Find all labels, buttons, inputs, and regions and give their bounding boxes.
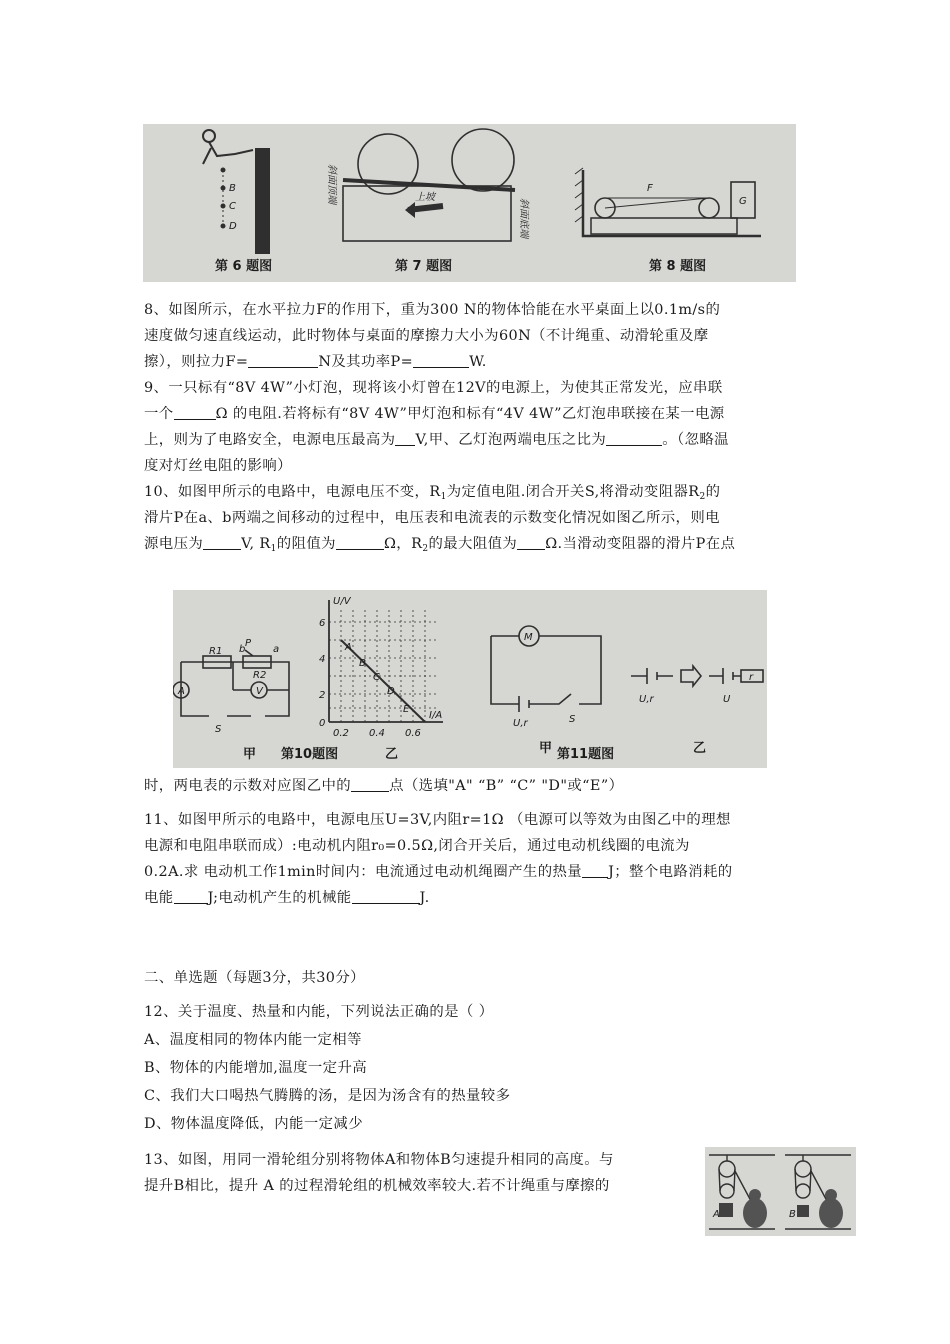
q9-line4: 度对灯丝电阻的影响）: [144, 458, 292, 474]
q9-blank-resistance[interactable]: [174, 405, 216, 420]
q13-line1: 13、如图，用同一滑轮组分别将物体A和物体B匀速提升相同的高度。与: [144, 1152, 614, 1168]
figure-q13-pulleys: [705, 1147, 856, 1236]
q9-text-c: 上，则为了电路安全，电源电压最高为: [144, 432, 396, 448]
q9-text-e: 。（忽略温: [662, 432, 729, 448]
q10-line1: [144, 482, 720, 507]
q10-line4: [144, 776, 623, 796]
q11-blank-mechanical[interactable]: [352, 889, 420, 904]
q9-text-d: V,甲、乙灯泡两端电压之比为: [415, 432, 607, 448]
fig11-motor: M: [524, 632, 533, 643]
q9-text-b: Ω 的电阻.若将标有“8V 4W”甲灯泡和标有“4V 4W”乙灯泡串联接在某一电源: [215, 406, 725, 422]
q10-blank-point[interactable]: [351, 777, 389, 792]
fig8-label-g: G: [739, 196, 747, 207]
fig6-caption: 第 6 题图: [215, 259, 273, 274]
fig10-axis-y: U/V: [333, 596, 351, 607]
q10-text-e: V, R: [241, 536, 271, 552]
q10-text-a: 10、如图甲所示的电路中，电源电压不变，R: [144, 484, 441, 500]
q12-option-d[interactable]: D、物体温度降低，内能一定减少: [144, 1116, 364, 1132]
q8-line1: 8、如图所示，在水平拉力F的作用下，重为300 N的物体恰能在水平桌面上以0.1m/s的: [144, 302, 721, 318]
fig10-xtick-06: 0.6: [405, 728, 421, 739]
q10-text-h: 的最大阻值为: [428, 536, 518, 552]
fig10-caption-jia: 甲: [243, 747, 257, 762]
fig10-xtick-0: 0: [319, 718, 326, 729]
q9-blank-ratio[interactable]: [606, 431, 662, 446]
q10-line3: [144, 534, 735, 559]
fig7-label-top: 斜面顶端: [326, 164, 337, 204]
q10-text-c: 的: [705, 484, 721, 500]
figure-strip-10-11: [173, 590, 767, 768]
fig10-label-r2: R2: [253, 670, 267, 681]
fig10-ammeter: A: [178, 686, 185, 697]
q9-line2: [144, 404, 725, 424]
fig10-point-d: D: [387, 686, 395, 697]
q10-text-g: Ω，R: [383, 536, 423, 552]
fig10-point-b: B: [359, 658, 366, 669]
fig10-voltmeter: V: [256, 686, 263, 697]
figure-11-equivalent: [631, 666, 763, 686]
fig11-caption: 第11题图: [557, 747, 615, 762]
figure-8: [575, 168, 761, 274]
q10-text-d: 源电压为: [144, 536, 204, 552]
figure-q13-drawing: [705, 1147, 856, 1236]
q11-line4: [144, 888, 430, 908]
figure-6: [203, 130, 272, 274]
fig6-label-c: C: [229, 201, 236, 212]
q10-blank-voltage[interactable]: [203, 535, 241, 550]
q10-sub-r1b: 1: [270, 544, 277, 554]
fig10-xtick-02: 0.2: [333, 728, 349, 739]
q11-blank-heat[interactable]: [582, 863, 608, 878]
fig10-caption-yi: 乙: [385, 747, 399, 762]
q13-label-b: B: [789, 1209, 796, 1220]
q10-line2: 滑片P在a、b两端之间移动的过程中，电压表和电流表的示数变化情况如图乙所示，则电: [144, 510, 720, 526]
figure-11-circuit: [491, 626, 601, 712]
q10-sub-r2b: 2: [422, 544, 429, 554]
q10-blank-r1[interactable]: [336, 535, 384, 550]
fig11-eq-u: U: [723, 694, 731, 705]
q11-line2: 电源和电阻串联而成）:电动机内阻r₀=0.5Ω,闭合开关后，通过电动机线圈的电流为: [144, 838, 690, 854]
fig10-point-c: C: [373, 672, 380, 683]
figure-10-11-drawing: [173, 590, 767, 768]
q11-text-d: J;电动机产生的机械能: [207, 890, 352, 906]
q10-text-j: 时，两电表的示数对应图乙中的: [144, 778, 352, 794]
fig10-switch: S: [215, 724, 222, 735]
q9-line3: [144, 430, 729, 450]
fig10-point-e: E: [403, 704, 410, 715]
figure-10-circuit: [173, 650, 289, 716]
q11-text-b: J；整个电路消耗的: [608, 864, 733, 880]
q10-text-f: 的阻值为: [276, 536, 336, 552]
q11-text-e: J.: [419, 890, 430, 906]
q11-text-c: 电能: [144, 890, 174, 906]
fig8-label-f: F: [647, 183, 653, 194]
q8-line3: [144, 352, 487, 372]
figure-7: [326, 129, 530, 274]
q10-sub-r1: 1: [440, 492, 447, 502]
q11-blank-energy[interactable]: [174, 889, 208, 904]
q13-line2: 提升B相比，提升 A 的过程滑轮组的机械效率较大.若不计绳重与摩擦的: [144, 1178, 610, 1194]
fig10-axis-x: I/A: [429, 710, 443, 721]
fig7-caption: 第 7 题图: [395, 259, 453, 274]
fig11-source: U,r: [513, 718, 528, 729]
q12-stem: 12、关于温度、热量和内能，下列说法正确的是（ ）: [144, 1004, 494, 1020]
q10-text-b: 为定值电阻.闭合开关S,将滑动变阻器R: [446, 484, 700, 500]
fig11-caption-yi: 乙: [693, 741, 707, 756]
q13-label-a: A: [713, 1209, 720, 1220]
fig8-caption: 第 8 题图: [649, 259, 707, 274]
q8-text-a: 擦），则拉力F=: [144, 354, 249, 370]
q12-option-c[interactable]: C、我们大口喝热气腾腾的汤，是因为汤含有的热量较多: [144, 1088, 511, 1104]
fig10-label-a: a: [273, 644, 280, 655]
fig7-label-up: 上坡: [415, 192, 435, 203]
fig6-label-d: D: [229, 221, 237, 232]
fig11-eq-r: r: [749, 672, 754, 683]
fig11-eq-source: U,r: [639, 694, 654, 705]
q11-line1: 11、如图甲所示的电路中，电源电压U=3V,内阻r=1Ω （电源可以等效为由图乙中的理想: [144, 812, 731, 828]
q9-line1: 9、一只标有“8V 4W”小灯泡，现将该小灯曾在12V的电源上，为使其正常发光，应串联: [144, 380, 723, 396]
q8-text-c: W.: [469, 354, 487, 370]
fig10-label-r1: R1: [209, 646, 223, 657]
fig10-caption: 第10题图: [281, 747, 339, 762]
figure-6-7-8-drawing: [143, 124, 796, 282]
q10-blank-r2[interactable]: [517, 535, 545, 550]
q8-blank-force[interactable]: [248, 353, 318, 368]
figure-strip-6-7-8: [143, 124, 796, 282]
fig10-ytick-2: 2: [319, 690, 326, 701]
figure-10-graph: [319, 596, 443, 762]
fig10-label-p: P: [245, 638, 252, 649]
fig10-point-a: A: [345, 642, 352, 653]
q11-line3: [144, 862, 733, 882]
q11-text-a: 0.2A.求 电动机工作1min时间内：电流通过电动机绳圈产生的热量: [144, 864, 583, 880]
q9-text-a: 一个: [144, 406, 174, 422]
q8-text-b: N及其功率P=: [318, 354, 414, 370]
fig11-switch: S: [569, 714, 576, 725]
q8-line2: 速度做匀速直线运动，此时物体与桌面的摩擦力大小为60N（不计绳重、动滑轮重及摩: [144, 328, 709, 344]
section2-heading: 二、单选题（每题3分，共30分）: [144, 970, 365, 986]
fig10-xtick-04: 0.4: [369, 728, 385, 739]
q10-sub-r2: 2: [699, 492, 706, 502]
q12-option-a[interactable]: A、温度相同的物体内能一定相等: [144, 1032, 362, 1048]
q8-blank-power[interactable]: [413, 353, 469, 368]
fig11-caption-jia: 甲: [539, 741, 553, 756]
fig10-ytick-4: 4: [319, 654, 326, 665]
fig7-label-bottom: 斜面底端: [518, 198, 529, 238]
q10-text-i: Ω.当滑动变阻器的滑片P在点: [545, 536, 736, 552]
q9-blank-voltage[interactable]: [395, 431, 415, 446]
q12-option-b[interactable]: B、物体的内能增加,温度一定升高: [144, 1060, 368, 1076]
fig6-label-b: B: [229, 183, 236, 194]
fig10-ytick-6: 6: [319, 618, 326, 629]
q10-text-k: 点（选填"A" “B” “C” "D"或“E”）: [389, 778, 624, 794]
fig10-label-b: b: [239, 644, 246, 655]
